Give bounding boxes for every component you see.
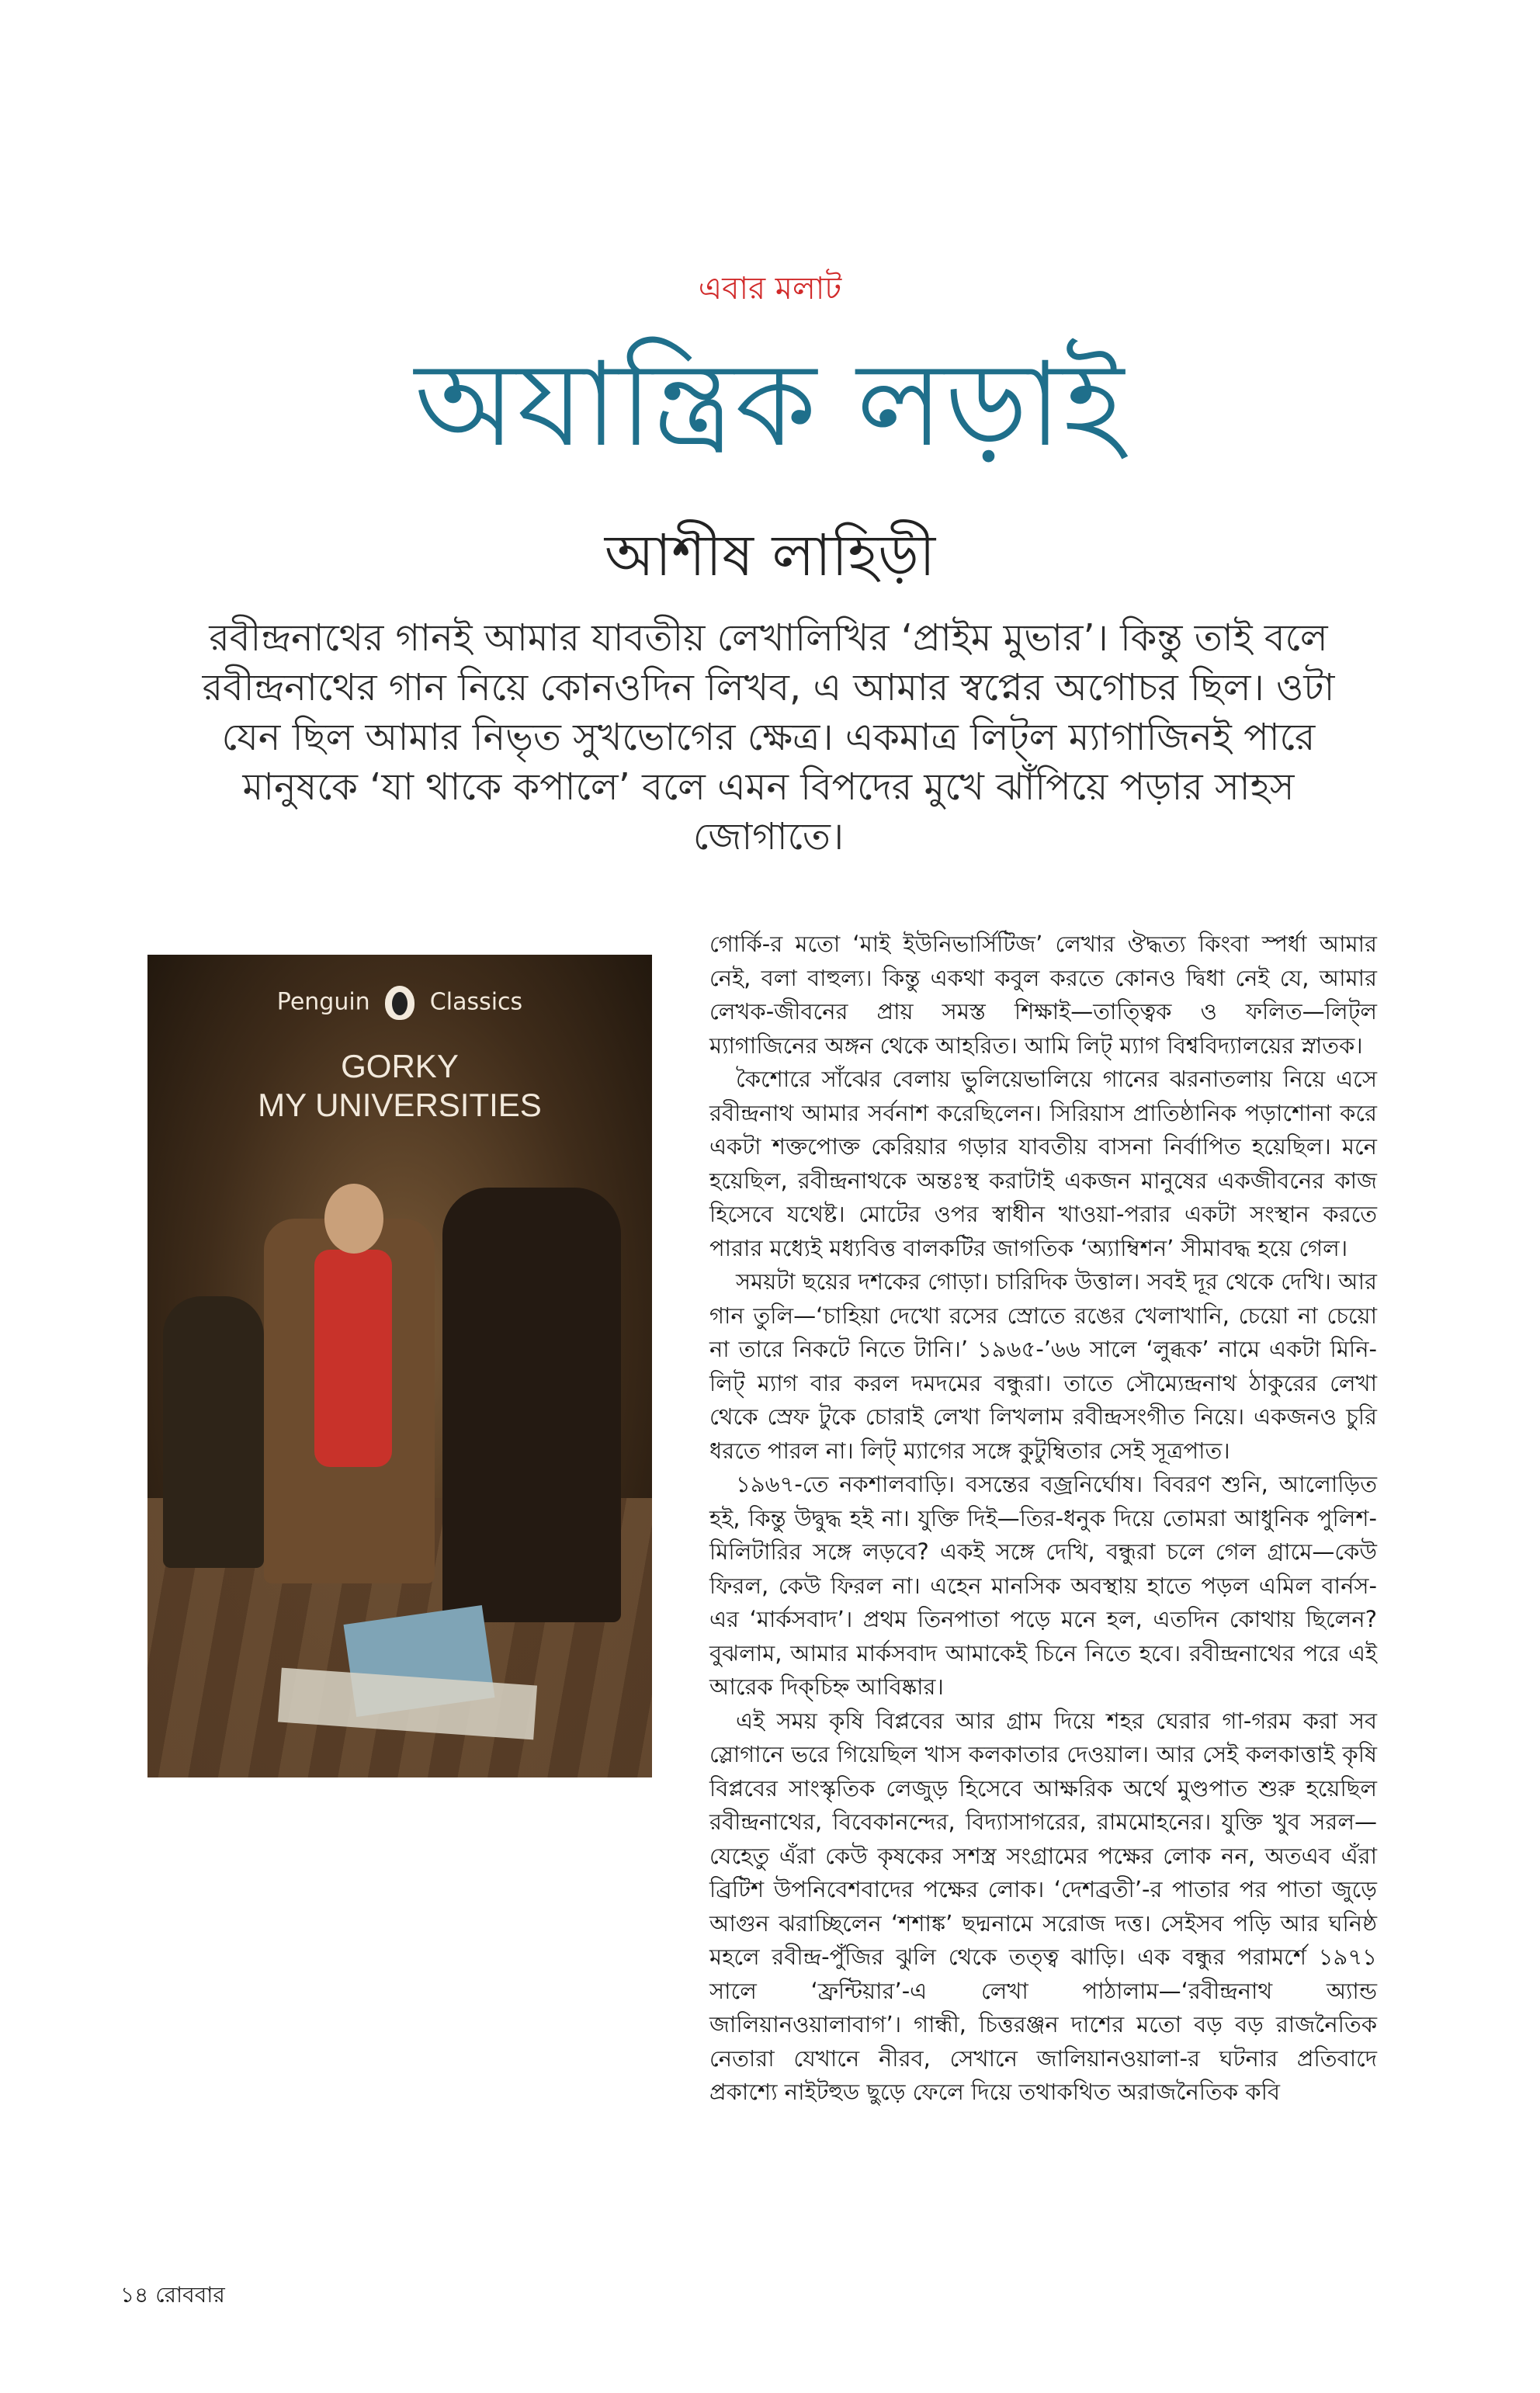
article-paragraph: এই সময় কৃষি বিপ্লবের আর গ্রাম দিয়ে শহর ঘেরার গা-গরম করা সব স্লোগানে ভরে গিয়েছিল খাস কলকাতার দেওয়াল। আর সেই কলকাত্তাই কৃষি বিপ্লবের সাংস্কৃতিক লেজুড় হিসেবে আক্ষরিক অর্থে মুণ্ডপাত শুরু হয়েছিল রবীন্দ্রনাথের, বিবেকানন্দের, বিদ্যাসাগরের, রামমোহনের। যুক্তি খুব সরল—যেহেতু এঁরা কেউ কৃষকের সশস্ত্র সংগ্রামের পক্ষের লোক নন, অতএব এঁরা ব্রিটিশ উপনিবেশবাদের পক্ষের লোক। ‘দেশব্রতী’-র পাতার পর পাতা জুড়ে আগুন ঝরাচ্ছিলেন ‘শশাঙ্ক’ ছদ্মনামে সরোজ দত্ত। সেইসব পড়ি আর ঘনিষ্ঠ মহলে রবীন্দ্র-পুঁজির ঝুলি থেকে তত্ত্ব ঝাড়ি। এক বন্ধুর পরামর্শে ১৯৭১ সালে ‘ফ্রন্টিয়ার’-এ লেখা পাঠালাম—‘রবীন্দ্রনাথ অ্যান্ড জালিয়ানওয়ালাবাগ’। গান্ধী, চিত্তরঞ্জন দাশের মতো বড় বড় রাজনৈতিক নেতারা যেখানে নীরব, সেখানে জালিয়ানওয়ালা-র ঘটনার প্রতিবাদে প্রকাশ্যে নাইটহুড ছুড়ে ফেলে দিয়ে তথাকথিত অরাজনৈতিক কবি: [709, 1707, 1377, 2105]
article-paragraph: ১৯৬৭-তে নকশালবাড়ি। বসন্তের বজ্রনির্ঘোষ। বিবরণ শুনি, আলোড়িত হই, কিন্তু উদ্বুদ্ধ হই না। যুক্তি দিই—তির-ধনুক দিয়ে তোমরা আধুনিক পুলিশ-মিলিটারির সঙ্গে লড়বে? একই সঙ্গে দেখি, বন্ধুরা চলে গেল গ্রামে—কেউ ফিরল, কেউ ফিরল না। এহেন মানসিক অবস্থায় হাতে পড়ল এমিল বার্নস-এর ‘মার্কসবাদ’। প্রথম তিনপাতা পড়ে মনে হল, এতদিন কোথায় ছিলেন? বুঝলাম, আমার মার্কসবাদ আমাকেই চিনে নিতে হবে। রবীন্দ্রনাথের পরে এই আরেক দিক্‌চিহ্ন আবিষ্কার।: [709, 1471, 1377, 1700]
article-paragraph: কৈশোরে সাঁঝের বেলায় ভুলিয়েভালিয়ে গানের ঝরনাতলায় নিয়ে এসে রবীন্দ্রনাথ আমার সর্বনাশ করেছিলেন। সিরিয়াস প্রাতিষ্ঠানিক পড়াশোনা করে একটা শক্তপোক্ত কেরিয়ার গড়ার যাবতীয় বাসনা নির্বাপিত হয়েছিল। মনে হয়েছিল, রবীন্দ্রনাথকে অন্তঃস্থ করাটাই একজন মানুষের একজীবনের কাজ হিসেবে যথেষ্ট। মোটের ওপর স্বাধীন খাওয়া-পরার একটা সংস্থান করতে পারার মধ্যেই মধ্যবিত্ত বালকটির জাগতিক ‘অ্যাম্বিশন’ সীমাবদ্ধ হয়ে গেল।: [709, 1066, 1377, 1261]
cover-book-title: MY UNIVERSITIES: [258, 1087, 542, 1123]
page-footer: [120, 2278, 225, 2315]
cover-figure-red-shirt: [314, 1250, 392, 1467]
section-tag: এবার মলাট: [698, 271, 842, 307]
cover-book-author: GORKY: [341, 1048, 459, 1084]
author-name: আশীষ লাহিড়ী: [604, 522, 936, 589]
cover-figure-left: [163, 1296, 264, 1568]
intro-paragraph: রবীন্দ্রনাথের গানই আমার যাবতীয় লেখালিখির ‘প্রাইম মুভার’। কিন্তু তাই বলে রবীন্দ্রনাথের গান নিয়ে কোনওদিন লিখব, এ আমার স্বপ্নের অগোচর ছিল। ওটা যেন ছিল আমার নিভৃত সুখভোগের ক্ষেত্র। একমাত্র লিট্‌ল ম্যাগাজিনই পারে মানুষকে ‘যা থাকে কপালে’ বলে এমন বিপদের মুখে ঝাঁপিয়ে পড়ার সাহস জোগাতে।: [202, 616, 1335, 858]
cover-figure-right: [442, 1188, 621, 1622]
cover-publisher: [147, 986, 652, 1020]
publisher-right: Classics: [429, 988, 523, 1016]
article-paragraph: সময়টা ছয়ের দশকের গোড়া। চারিদিক উত্তাল। সবই দূর থেকে দেখি। আর গান তুলি—‘চাহিয়া দেখো রসের স্রোতে রঙের খেলাখানি, চেয়ো না চেয়ো না তারে নিকটে নিতে টানি।’ ১৯৬৫-’৬৬ সালে ‘লুব্ধক’ নামে একটা মিনি-লিট্‌ ম্যাগ বার করল দমদমের বন্ধুরা। তাতে সৌম্যেন্দ্রনাথ ঠাকুরের লেখা থেকে স্রেফ টুকে চোরাই লেখা লিখলাম রবীন্দ্রসংগীত নিয়ে। একজনও চুরি ধরতে পারল না। লিট্‌ ম্যাগের সঙ্গে কুটুম্বিতার সেই সূত্রপাত।: [709, 1268, 1377, 1464]
page-number: ১৪: [120, 2282, 149, 2308]
magazine-name: রোববার: [155, 2282, 225, 2308]
cover-figure-head: [324, 1184, 383, 1254]
article-title: অযান্ত্রিক লড়াই: [414, 338, 1126, 473]
book-cover-image: [147, 955, 652, 1777]
article-body: [709, 928, 1377, 2110]
article-paragraph: গোর্কি-র মতো ‘মাই ইউনিভার্সিটিজ’ লেখার ঔদ্ধত্য কিংবা স্পর্ধা আমার নেই, বলা বাহুল্য। কিন্তু একথা কবুল করতে কোনও দ্বিধা নেই যে, আমার লেখক-জীবনের প্রায় সমস্ত শিক্ষাই—তাত্ত্বিক ও ফলিত—লিট্‌ল ম্যাগাজিনের অঙ্গন থেকে আহরিত। আমি লিট্‌ ম্যাগ বিশ্ববিদ্যালয়ের স্নাতক।: [709, 931, 1377, 1059]
publisher-left: Penguin: [276, 988, 370, 1016]
penguin-logo-icon: [385, 986, 414, 1020]
